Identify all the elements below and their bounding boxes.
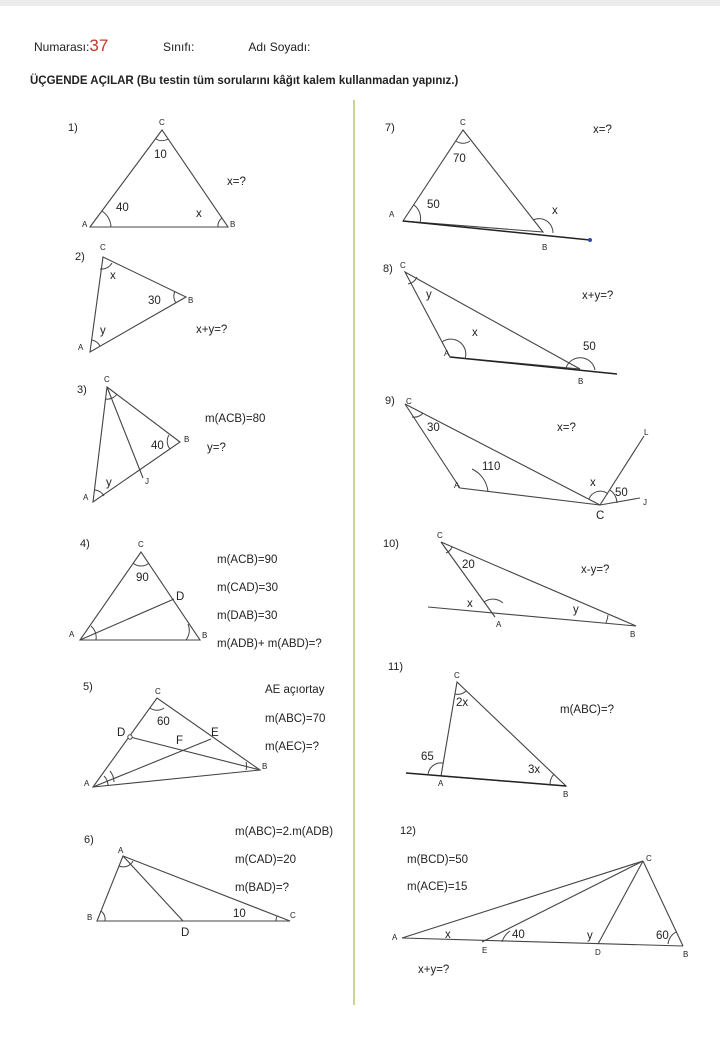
q2-point-a: A	[78, 343, 84, 352]
q11-point-c: C	[454, 671, 460, 680]
q4-given-1: m(ACB)=90	[217, 554, 278, 566]
question-8	[383, 261, 617, 386]
q4-point-a: A	[69, 630, 75, 639]
q6-ad	[123, 856, 183, 921]
q2-point-c: C	[100, 243, 106, 252]
name-label: Adı Soyadı:	[248, 40, 311, 54]
q1-x: x	[196, 208, 202, 220]
q6-prompt: m(BAD)=?	[235, 882, 289, 894]
question-7	[385, 118, 612, 252]
q8-x: x	[472, 327, 478, 339]
q12-y: y	[587, 930, 593, 942]
q10-y: y	[573, 604, 579, 616]
q2-angle-b: 30	[148, 295, 161, 307]
q7-point-b: B	[542, 243, 548, 252]
q5-given-2: m(ABC)=70	[265, 713, 326, 725]
q7-arc-a	[414, 205, 421, 223]
q9-number: 9)	[385, 395, 395, 407]
q8-angle-b: 50	[583, 341, 596, 353]
q10-arc-b	[606, 615, 608, 623]
q6-point-d: D	[181, 927, 190, 939]
question-12	[392, 825, 688, 976]
q5-number: 5)	[83, 681, 93, 693]
q7-point-c: C	[460, 118, 466, 127]
q12-point-d: D	[595, 948, 601, 957]
q1-arc-c	[156, 139, 168, 141]
q12-point-a: A	[392, 933, 398, 942]
q5-angle-c: 60	[157, 716, 170, 728]
q2-arc-b	[174, 291, 176, 303]
q12-point-b: B	[683, 950, 689, 959]
q10-number: 10)	[383, 538, 399, 550]
q9-x: x	[590, 477, 596, 489]
q10-point-c: C	[437, 531, 443, 540]
q5-point-c: C	[155, 687, 161, 696]
q1-number: 1)	[68, 122, 78, 134]
q12-angle-e: 40	[512, 929, 525, 941]
q3-point-a: A	[83, 493, 89, 502]
q11-number: 11)	[388, 661, 404, 673]
q10-x: x	[467, 598, 473, 610]
q5-point-d: D	[117, 727, 126, 739]
q4-number: 4)	[80, 538, 90, 550]
question-2	[75, 243, 227, 352]
q11-arc-b	[550, 774, 554, 785]
q5-db	[130, 737, 260, 770]
q6-given-2: m(CAD)=20	[235, 854, 297, 866]
q10-base-line	[428, 607, 636, 626]
q8-extended-base	[450, 357, 617, 374]
q7-x: x	[552, 205, 558, 217]
q4-given-3: m(DAB)=30	[217, 610, 278, 622]
q10-point-b: B	[630, 630, 636, 639]
q7-extended-base	[403, 221, 590, 240]
q2-y: y	[100, 325, 106, 337]
q2-arc-a	[92, 340, 100, 346]
q1-prompt: x=?	[227, 176, 246, 188]
q9-ray-j	[600, 498, 640, 505]
question-6	[84, 826, 333, 939]
q8-prompt: x+y=?	[582, 290, 614, 302]
q11-arc-c	[455, 691, 466, 694]
q12-point-e: E	[482, 946, 488, 955]
q10-arc-x	[484, 599, 503, 603]
q9-point-c-big: C	[596, 510, 605, 522]
q7-prompt: x=?	[593, 124, 612, 136]
q8-point-a: A	[444, 349, 450, 358]
q11-point-b: B	[563, 790, 569, 799]
q3-arc-b	[167, 435, 170, 449]
q5-d-dot	[128, 735, 132, 739]
q1-arc-a	[102, 211, 111, 227]
q6-point-c: C	[290, 911, 296, 920]
q8-point-c: C	[400, 261, 406, 270]
q2-prompt: x+y=?	[196, 324, 228, 336]
q4-point-d: D	[176, 591, 185, 603]
q3-given: m(ACB)=80	[205, 413, 266, 425]
q12-prompt: x+y=?	[418, 964, 450, 976]
q11-arc-a	[428, 763, 443, 775]
q4-prompt: m(ADB)+ m(ABD)=?	[217, 638, 322, 650]
q5-arc-c	[150, 708, 164, 710]
q1-triangle	[90, 130, 228, 227]
q6-arc-c	[276, 916, 277, 921]
q4-arc-c	[133, 563, 149, 566]
q6-arc-b	[101, 911, 105, 921]
q5-point-e: E	[211, 727, 219, 739]
q11-point-a: A	[438, 779, 444, 788]
q7-angle-c: 70	[453, 153, 466, 165]
q9-point-a: A	[454, 481, 460, 490]
q12-x: x	[445, 929, 451, 941]
q7-angle-a: 50	[427, 199, 440, 211]
q3-point-j: J	[145, 477, 149, 486]
q6-number: 6)	[84, 834, 94, 846]
question-1	[68, 118, 246, 229]
q4-arc-a	[91, 626, 96, 640]
q10-point-a: A	[496, 620, 502, 629]
q11-angle-c: 2x	[456, 697, 469, 709]
q12-given-2: m(ACE)=15	[407, 881, 468, 893]
q11-angle-b: 3x	[528, 764, 541, 776]
q9-point-j: J	[643, 498, 647, 507]
q1-point-a: A	[82, 220, 88, 229]
question-10	[383, 531, 636, 639]
q8-number: 8)	[383, 263, 393, 275]
q5-arc-a1	[104, 776, 108, 785]
q11-angle-a: 65	[421, 751, 434, 763]
q4-point-b: B	[202, 631, 208, 640]
q12-side-ac	[402, 861, 643, 938]
q4-angle-c: 90	[136, 572, 149, 584]
q4-given-2: m(CAD)=30	[217, 582, 279, 594]
class-label: Sınıfı:	[162, 40, 195, 54]
q8-point-b: B	[578, 377, 584, 386]
q5-point-f: F	[176, 735, 184, 747]
number-value: 37	[89, 36, 109, 55]
question-3	[77, 375, 265, 502]
q7-arc-c	[456, 141, 470, 143]
q3-point-b: B	[184, 435, 190, 444]
q12-arc-b	[668, 932, 676, 944]
q3-angle-b: 40	[151, 440, 164, 452]
q1-point-c: C	[159, 118, 165, 127]
q12-number: 12)	[400, 825, 416, 837]
q1-angle-a: 40	[116, 202, 129, 214]
q9-prompt: x=?	[557, 422, 576, 434]
q8-triangle	[405, 272, 580, 369]
q10-side-cb	[441, 542, 636, 626]
q5-prompt: m(AEC)=?	[265, 741, 319, 753]
question-11	[388, 661, 614, 799]
q12-given-1: m(BCD)=50	[407, 854, 469, 866]
q9-angle-a: 110	[482, 461, 501, 473]
q6-given-1: m(ABC)=2.m(ADB)	[235, 826, 334, 838]
q6-angle-c: 10	[233, 908, 246, 920]
q3-number: 3)	[77, 384, 87, 396]
q7-triangle	[403, 130, 543, 232]
q4-point-c: C	[138, 540, 144, 549]
q12-ce	[482, 861, 643, 942]
q10-angle-c: 20	[462, 559, 475, 571]
q5-point-b: B	[262, 762, 268, 771]
q10-prompt: x-y=?	[581, 564, 610, 576]
q9-side	[405, 404, 600, 505]
q2-triangle	[90, 257, 186, 352]
q3-prompt: y=?	[207, 442, 226, 454]
q7-number: 7)	[385, 122, 395, 134]
q11-prompt: m(ABC)=?	[560, 704, 614, 716]
q7-point-a: A	[389, 210, 395, 219]
q1-angle-c: 10	[154, 149, 167, 161]
q1-point-b: B	[230, 220, 236, 229]
q6-point-b: B	[87, 913, 93, 922]
question-9	[385, 395, 649, 522]
q9-point-c: C	[406, 397, 412, 406]
q5-given-1: AE açıortay	[265, 684, 325, 696]
q9-angle-top: 30	[427, 422, 440, 434]
q5-point-a: A	[84, 779, 90, 788]
q3-point-c: C	[104, 375, 110, 384]
q12-point-c: C	[646, 854, 652, 863]
q8-y: y	[426, 289, 432, 301]
q12-angle-b: 60	[656, 930, 669, 942]
question-4	[69, 538, 322, 650]
q2-x: x	[110, 270, 116, 282]
q4-arc-b	[186, 624, 189, 640]
q9-angle-c: 50	[615, 487, 628, 499]
question-5	[83, 681, 325, 788]
q11-extended-base	[406, 773, 566, 786]
number-label: Numarası:	[34, 40, 90, 54]
q2-point-b: B	[188, 296, 194, 305]
q7-end-dot	[588, 238, 592, 242]
q1-arc-b	[218, 218, 222, 227]
q6-point-a: A	[118, 846, 124, 855]
q7-arc-x	[533, 219, 553, 233]
q2-number: 2)	[75, 251, 85, 263]
q9-point-l: L	[644, 428, 649, 437]
q3-y: y	[106, 477, 112, 489]
page-title: ÜÇGENDE AÇILAR (Bu testin tüm sorularını kâğıt kalem kullanmadan yapınız.)	[30, 75, 459, 87]
